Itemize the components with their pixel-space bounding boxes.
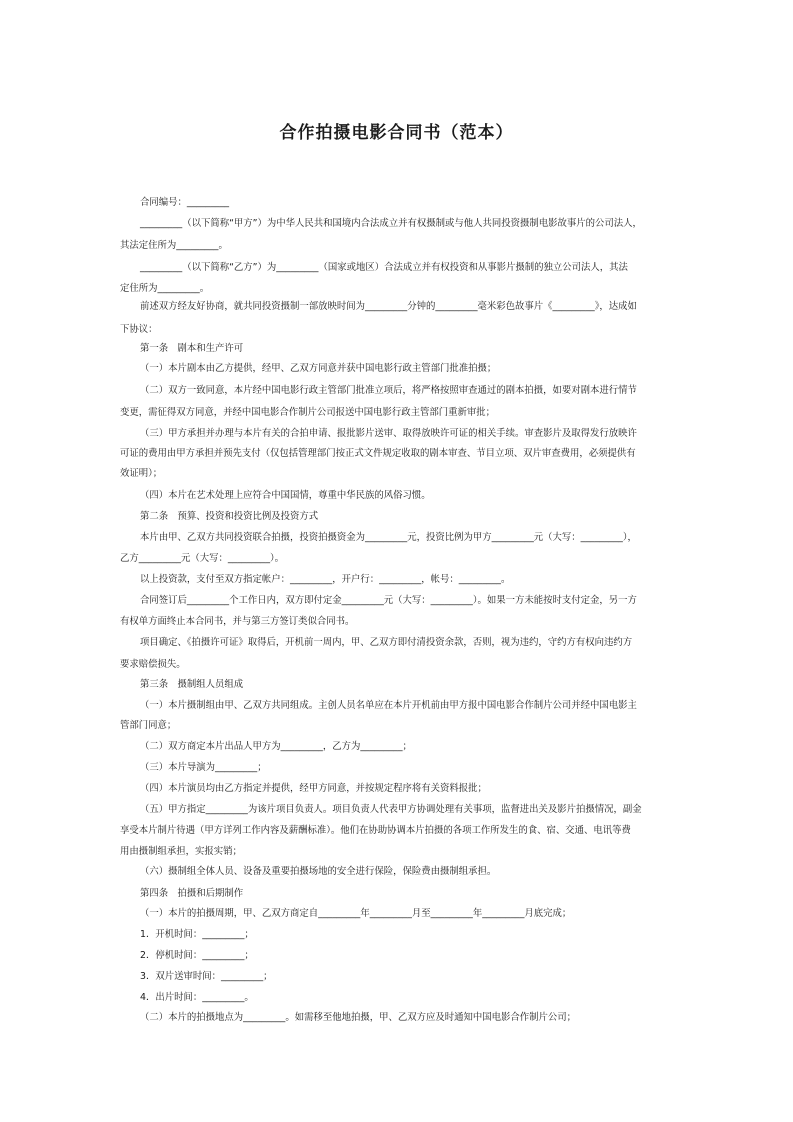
text-line: （三）甲方承担并办理与本片有关的合拍申请、报批影片送审、取得放映许可证的相关手续。审查影片及取得发行放映许 xyxy=(140,428,637,439)
text-line: _________（以下简称“甲方”）为中华人民共和国境内合法成立并有权摄制或与他人共同投资摄制电影故事片的公司法人， xyxy=(140,218,642,229)
text-line: 第一条 剧本和生产许可 xyxy=(140,343,244,354)
text-line: （五）甲方指定_________为该片项目负责人。项目负责人代表甲方协调处理有关事项，监督进出关及影片拍摄情况，副金 xyxy=(140,804,642,815)
text-line: 其法定住所为_________。 xyxy=(120,240,228,251)
text-line: 第三条 摄制组人员组成 xyxy=(140,679,244,690)
text-line: （一）本片的拍摄周期，甲、乙双方商定自_________年_________月至_________年_________月底完成； xyxy=(140,908,572,919)
text-line: 用由摄制组承担，实报实销； xyxy=(120,846,242,857)
text-line: 管部门同意； xyxy=(120,720,177,731)
text-line: 乙方_________元（大写：_________）。 xyxy=(120,553,285,564)
document-title: 合作拍摄电影合同书（范本） xyxy=(279,123,514,143)
text-line: 前述双方经友好协商，就共同投资摄制一部放映时间为_________分钟的_________毫米彩色故事片《_________》，达成如 xyxy=(140,301,637,312)
text-line: （六）摄制组全体人员、设备及重要拍摄场地的安全进行保险，保险费由摄制组承担。 xyxy=(140,866,497,877)
text-line: 定住所为_________。 xyxy=(120,283,210,294)
text-line: 1．开机时间：_________； xyxy=(140,929,254,940)
text-line: _________（以下简称“乙方”）为_________（国家或地区）合法成立并有权投资和从事影片摄制的独立公司法人，其法 xyxy=(140,262,628,273)
text-line: 以上投资款，支付至双方指定帐户：_________，开户行：_________，帐号：_________。 xyxy=(140,574,511,585)
text-line: （一）本片摄制组由甲、乙双方共同组成。主创人员名单应在本片开机前由甲方报中国电影合作制片公司并经中国电影主 xyxy=(140,700,637,711)
text-line: 项目确定、《拍摄许可证》取得后，开机前一周内，甲、乙双方即付清投资余款，否则，视为违约，守约方有权向违约方 xyxy=(140,637,633,648)
text-line: （四）本片在艺术处理上应符合中国国情，尊重中华民族的风俗习惯。 xyxy=(140,490,431,501)
text-line: （一）本片剧本由乙方提供，经甲、乙双方同意并获中国电影行政主管部门批准拍摄； xyxy=(140,363,497,374)
text-line: 有权单方面终止本合同书，并与第三方签订类似合同书。 xyxy=(120,616,355,627)
text-line: 第四条 拍摄和后期制作 xyxy=(140,888,244,899)
text-line: （三）本片导演为_________； xyxy=(140,762,267,773)
text-line: 2．停机时间：_________； xyxy=(140,950,254,961)
text-line: 要求赔偿损失。 xyxy=(120,659,186,670)
text-line: 3．双片送审时间：_________； xyxy=(140,971,273,982)
text-line: 合同签订后_________个工作日内，双方即付定金_________元（大写：_________）。如果一方未能按时支付定金，另一方 xyxy=(140,595,637,606)
text-line: 4．出片时间：_________。 xyxy=(140,992,254,1003)
text-line: 合同编号：_________ xyxy=(140,197,230,208)
text-line: 变更，需征得双方同意，并经中国电影合作制片公司报送中国电影行政主管部门重新审批； xyxy=(120,407,496,418)
text-line: （四）本片演员均由乙方指定并提供，经甲方同意，并按规定程序将有关资料报批； xyxy=(140,783,487,794)
text-line: 第二条 预算、投资和投资比例及投资方式 xyxy=(140,511,319,522)
text-line: 下协议： xyxy=(120,324,158,335)
text-line: 效证明）； xyxy=(120,468,163,479)
text-line: （二）本片的拍摄地点为_________。如需移至他地拍摄，甲、乙双方应及时通知中国电影合作制片公司； xyxy=(140,1012,576,1023)
text-line: 可证的费用由甲方承担并预先支付（仅包括管理部门按正式文件规定收取的剧本审查、节目立项、双片审查费用，必须提供有 xyxy=(120,448,636,459)
text-line: （二）双方一致同意，本片经中国电影行政主管部门批准立项后，将严格按照审查通过的剧本拍摄，如要对剧本进行情节 xyxy=(140,385,637,396)
text-line: 本片由甲、乙双方共同投资联合拍摄，投资拍摄资金为_________元，投资比例为甲方_________元（大写：_________）， xyxy=(140,532,637,543)
text-line: （二）双方商定本片出品人甲方为_________，乙方为_________； xyxy=(140,741,412,752)
text-line: 享受本片制片待遇（甲方详列工作内容及薪酬标准）。他们在协助协调本片拍摄的各项工作所发生的食、宿、交通、电讯等费 xyxy=(120,825,631,836)
